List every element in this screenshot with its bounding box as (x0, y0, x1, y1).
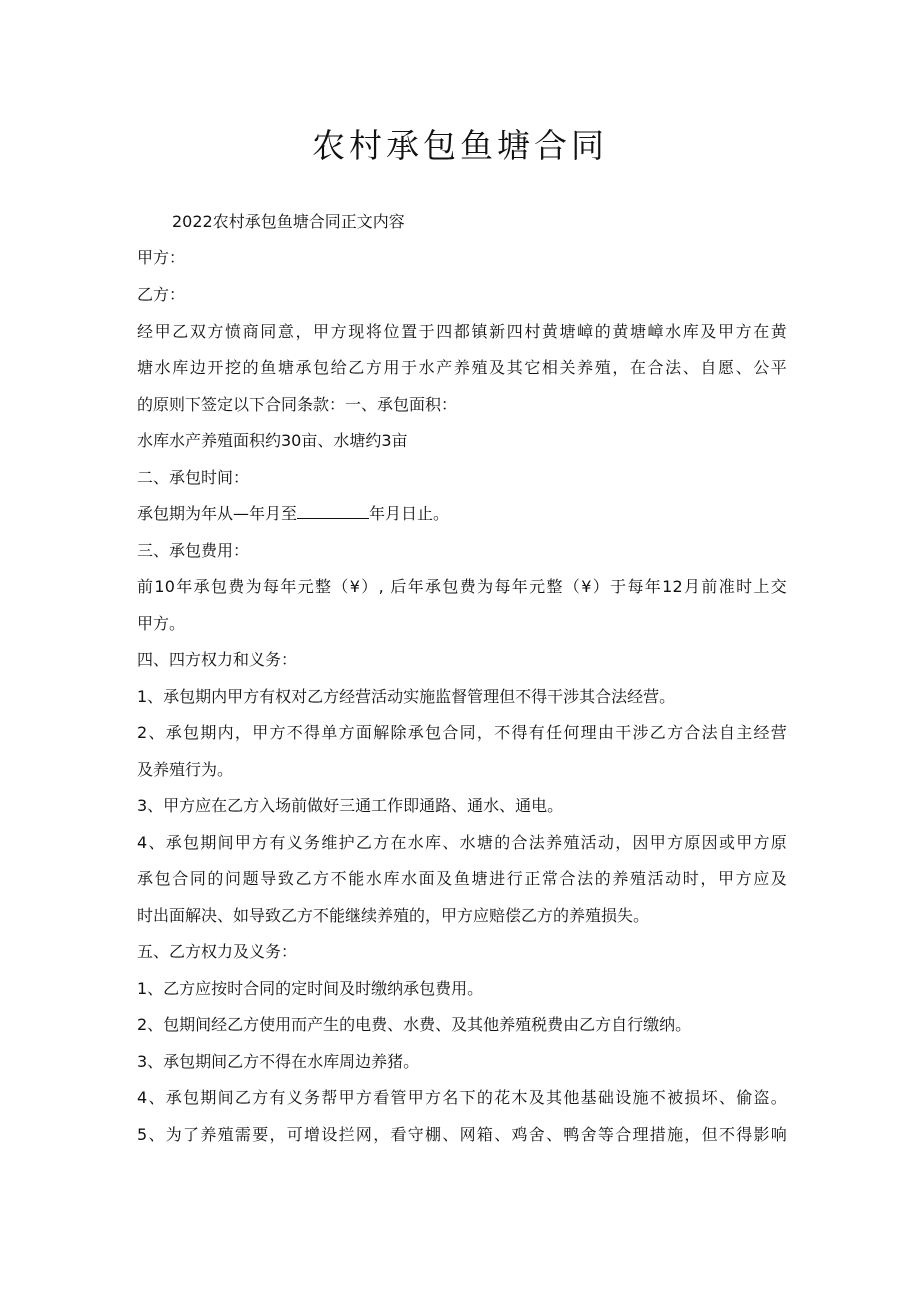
term-prefix: 承包期为年从—年月至 (137, 504, 298, 523)
contract-term-line (137, 503, 787, 525)
party-b-clause-5: 5、为了养殖需要，可增设拦网，看守棚、网箱、鸡舍、鸭舍等合理措施，但不得影响 (137, 1125, 787, 1144)
fee-paragraph-line-1: 前10年承包费为每年元整（¥）, 后年承包费为每年元整（¥）于每年12月前准时上交 (137, 577, 787, 596)
party-a-line: 甲方： (137, 248, 186, 267)
party-a-clause-4-line-1: 4、承包期间甲方有义务维护乙方在水库、水塘的合法养殖活动，因甲方原因或甲方原 (137, 833, 787, 852)
intro-paragraph-line-3: 的原则下签定以下合同条款：一、承包面积： (137, 395, 458, 414)
document-title: 农村承包鱼塘合同 (312, 126, 608, 165)
party-a-clause-4-line-3: 时出面解决、如导致乙方不能继续养殖的，甲方应赔偿乙方的养殖损失。 (137, 906, 650, 925)
intro-paragraph-line-2: 塘水库边开挖的鱼塘承包给乙方用于水产养殖及其它相关养殖，在合法、自愿、公平 (137, 358, 787, 377)
document-subtitle: 2022农村承包鱼塘合同正文内容 (172, 212, 405, 231)
party-a-clause-3: 3、甲方应在乙方入场前做好三通工作即通路、通水、通电。 (137, 796, 564, 815)
party-b-clause-4: 4、承包期间乙方有义务帮甲方看管甲方名下的花木及其他基础设施不被损坏、偷盗。 (137, 1088, 787, 1107)
term-suffix: 年月日止。 (369, 504, 450, 523)
intro-paragraph-line-1: 经甲乙双方愤商同意，甲方现将位置于四都镇新四村黄塘嶂的黄塘嶂水库及甲方在黄 (137, 322, 787, 341)
party-b-line: 乙方： (137, 285, 186, 304)
section-4-heading: 四、四方权力和义务： (137, 650, 298, 669)
term-blank-underline (297, 504, 369, 519)
party-a-clause-2-line-2: 及养殖行为。 (137, 760, 234, 779)
section-2-heading: 二、承包时间： (137, 468, 250, 487)
section-5-heading: 五、乙方权力及义务： (137, 942, 298, 961)
section-3-heading: 三、承包费用： (137, 541, 250, 560)
party-b-clause-1: 1、乙方应按时合同的定时间及时缴纳承包费用。 (137, 979, 484, 998)
party-a-clause-1: 1、承包期内甲方有权对乙方经营活动实施监督管理但不得干涉其合法经营。 (137, 687, 676, 706)
party-b-clause-2: 2、包期间经乙方使用而产生的电费、水费、及其他养殖税费由乙方自行缴纳。 (137, 1015, 692, 1034)
party-a-clause-2-line-1: 2、承包期内，甲方不得单方面解除承包合同，不得有任何理由干涉乙方合法自主经营 (137, 723, 787, 742)
party-b-clause-3: 3、承包期间乙方不得在水库周边养猪。 (137, 1052, 420, 1071)
contract-area-line: 水库水产养殖面积约30亩、水塘约3亩 (137, 431, 408, 450)
fee-paragraph-line-2: 甲方。 (137, 614, 186, 633)
party-a-clause-4-line-2: 承包合同的问题导致乙方不能水库水面及鱼塘进行正常合法的养殖活动时，甲方应及 (137, 869, 787, 888)
